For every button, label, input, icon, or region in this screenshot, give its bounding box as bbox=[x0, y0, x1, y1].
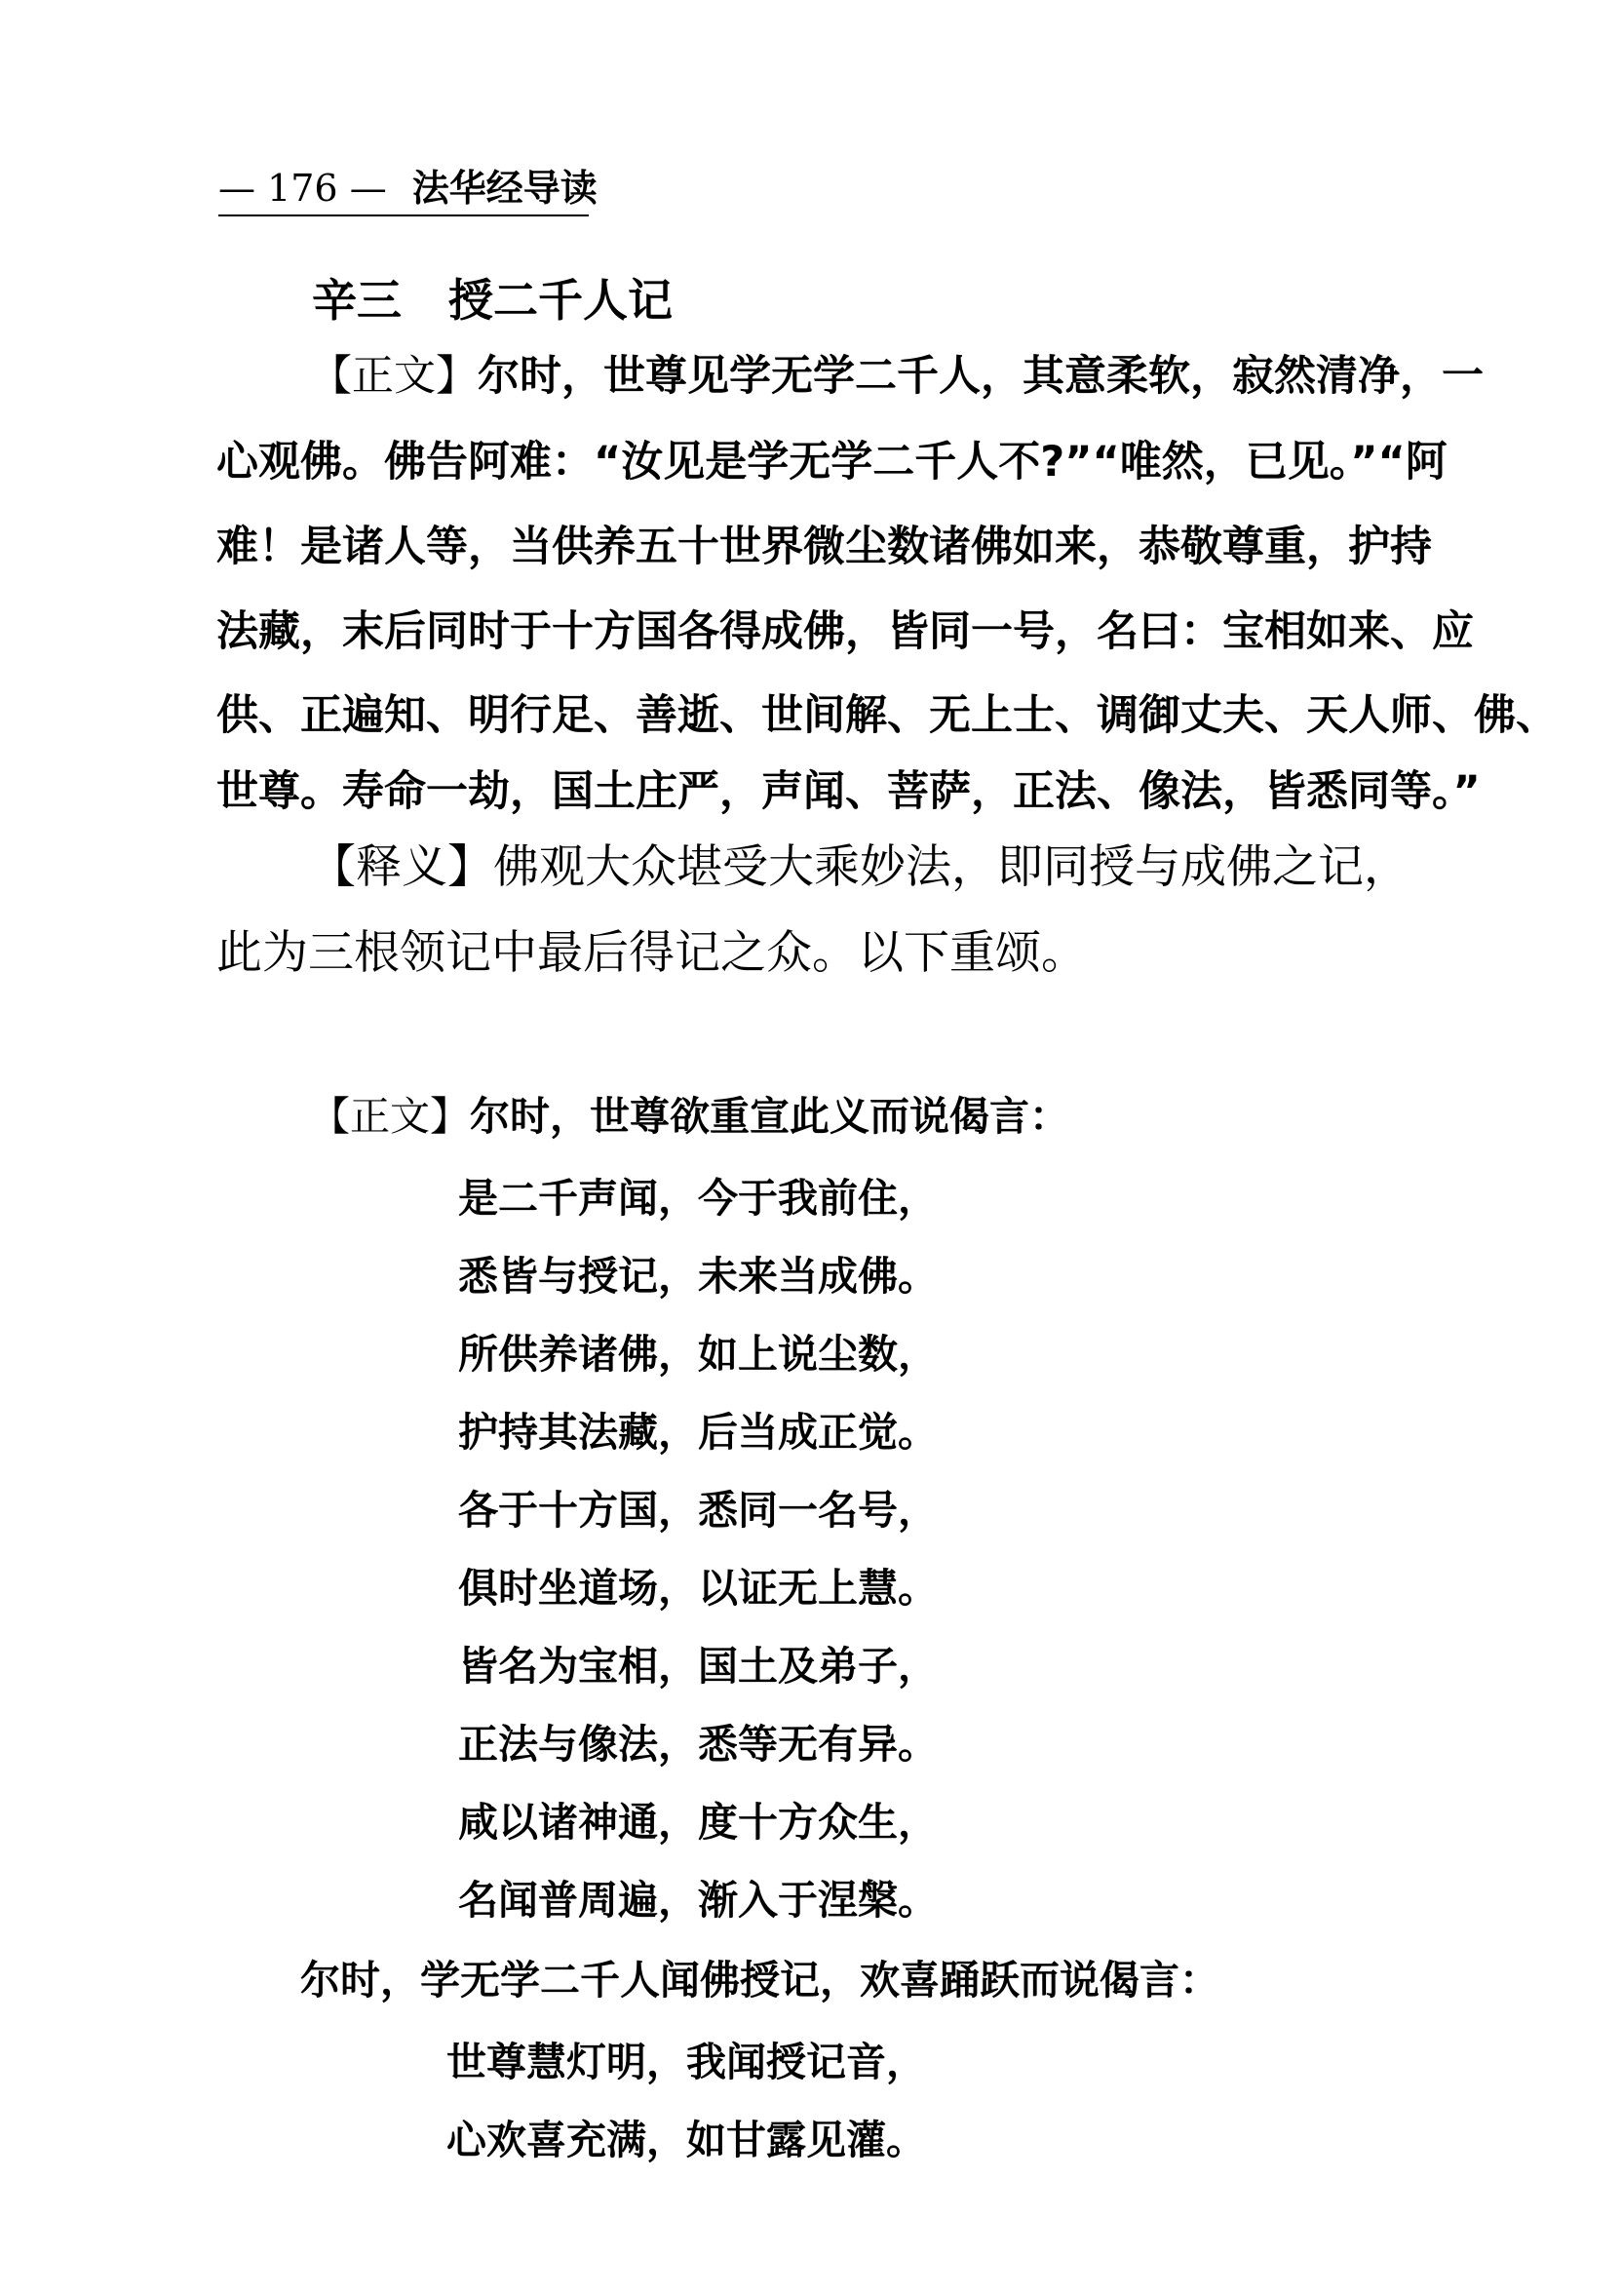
passage-line: 【正文】尔时，世尊见学无学二千人，其意柔软，寂然清净，一 bbox=[310, 352, 1484, 401]
passage-line: 世尊。寿命一劫，国土庄严，声闻、菩萨，正法、像法，皆悉同等。” bbox=[216, 767, 1481, 816]
narration-line: 尔时，学无学二千人闻佛授记，欢喜踊跃而说偈言： bbox=[300, 1957, 1219, 2004]
book-title: 法华经导读 bbox=[411, 167, 598, 210]
shiyi-tag: 【释义】 bbox=[310, 840, 493, 894]
verse-line: 世尊慧灯明，我闻授记音， bbox=[446, 2039, 926, 2085]
verse-line: 各于十方国，悉同一名号， bbox=[458, 1487, 938, 1534]
passage-line: 难！是诸人等，当供养五十世界微尘数诸佛如来，恭敬尊重，护持 bbox=[216, 523, 1432, 571]
verse-line: 皆名为宝相，国土及弟子， bbox=[458, 1643, 938, 1690]
verse-line: 咸以诸神通，度十方众生， bbox=[458, 1799, 938, 1846]
zhengwen-tag: 【正文】 bbox=[310, 1093, 470, 1140]
commentary-line: 【释义】佛观大众堪受大乘妙法，即同授与成佛之记， bbox=[310, 840, 1410, 894]
verse-line: 正法与像法，悉等无有异。 bbox=[458, 1721, 938, 1768]
passage-line: 供、正遍知、明行足、善逝、世间解、无上士、调御丈夫、天人师、佛、 bbox=[216, 691, 1558, 740]
verse-line: 悉皆与授记，未来当成佛。 bbox=[458, 1253, 938, 1300]
commentary-line: 此为三根领记中最后得记之众。以下重颂。 bbox=[216, 926, 1087, 980]
verse-line: 心欢喜充满，如甘露见灌。 bbox=[446, 2117, 926, 2163]
verse-line: 俱时坐道场，以证无上慧。 bbox=[458, 1565, 938, 1612]
section-heading bbox=[312, 265, 673, 330]
verse-line: 名闻普周遍，渐入于涅槃。 bbox=[458, 1877, 938, 1924]
passage-line: 心观佛。佛告阿难：“汝见是学无学二千人不?”“唯然，已见。”“阿 bbox=[216, 438, 1448, 486]
section-title: 授二千人记 bbox=[448, 274, 673, 327]
passage-intro: 【正文】尔时，世尊欲重宣此义而说偈言： bbox=[310, 1093, 1069, 1140]
page-number: — 176 — bbox=[218, 167, 387, 210]
page-header bbox=[218, 166, 598, 216]
verse-line: 护持其法藏，后当成正觉。 bbox=[458, 1409, 938, 1456]
passage-line: 法藏，末后同时于十方国各得成佛，皆同一号，名曰：宝相如来、应 bbox=[216, 607, 1474, 656]
verse-line: 所供养诸佛，如上说尘数， bbox=[458, 1331, 938, 1378]
verse-line: 是二千声闻，今于我前住， bbox=[458, 1175, 938, 1222]
section-label: 辛三 bbox=[312, 274, 402, 327]
zhengwen-tag: 【正文】 bbox=[310, 352, 478, 401]
